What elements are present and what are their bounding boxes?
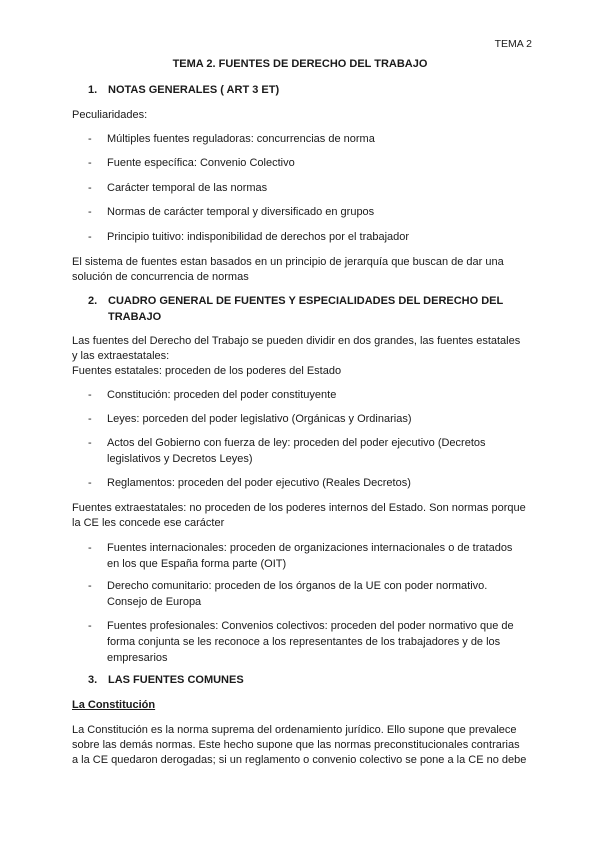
- bullet-dash: -: [88, 477, 92, 489]
- bullet-dash: -: [88, 133, 92, 145]
- bullet-dash: -: [88, 580, 92, 592]
- section-number: 3.: [88, 674, 98, 686]
- paragraph-line: a la CE quedaron derogadas; si un reglamento o convenio colectivo se pone a la CE no debe: [72, 754, 527, 766]
- paragraph-line: y las extraestatales:: [72, 350, 170, 362]
- paragraph-line: La Constitución es la norma suprema del ordenamiento jurídico. Ello supone que prevalece: [72, 724, 517, 736]
- section-number: 1.: [88, 84, 98, 96]
- bullet-dash: -: [88, 231, 92, 243]
- header-tag: TEMA 2: [494, 38, 532, 50]
- paragraph-line: la CE les concede ese carácter: [72, 517, 225, 529]
- bullet-dash: -: [88, 206, 92, 218]
- paragraph-line: Fuentes extraestatales: no proceden de los poderes internos del Estado. Son normas porque: [72, 502, 526, 514]
- bullet-dash: -: [88, 437, 92, 449]
- section-2-heading: [88, 293, 528, 325]
- bullet-dash: -: [88, 389, 92, 401]
- bullet-dash: -: [88, 542, 92, 554]
- bullet-dash: -: [88, 157, 92, 169]
- subsection-heading: La Constitución: [72, 699, 156, 711]
- section-title-line: CUADRO GENERAL DE FUENTES Y ESPECIALIDADES DEL DERECHO DEL: [108, 295, 504, 307]
- bullet-dash: -: [88, 620, 92, 632]
- paragraph-line: solución de concurrencia de normas: [72, 271, 249, 283]
- peculiaridades-label: Peculiaridades:: [72, 109, 148, 121]
- section-title-line: TRABAJO: [108, 311, 162, 323]
- section-title: NOTAS GENERALES ( ART 3 ET): [108, 84, 280, 96]
- section-title: LAS FUENTES COMUNES: [108, 674, 244, 686]
- document-page: TEMA 2 TEMA 2. FUENTES DE DERECHO DEL TRABAJO 1. NOTAS GENERALES ( ART 3 ET) Peculiaridades: - Múltiples fuentes reguladoras: concurrencias de norma - Fuente específica: Convenio Colectivo - Carácter temporal de las normas - Normas de carácter temporal y diversificado en grupos - Principio tuitivo: indisponibilidad de derechos por el trabajador El sistema de fuentes estan basados en un principio de jerarquía que buscan de dar una solución de concurrencia de normas 2. CUADRO GENERAL DE FUENTES Y ESPECIALIDADES DEL DERECHO DEL TRABAJO Las fuentes del Derecho del Trabajo se pueden dividir en dos grandes, las fuentes estatales y las extraestatales: Fuentes estatales: proceden de los poderes del Estado - Constitución: proceden del poder constituyente - Leyes: porceden del poder legislativo (Orgánicas y Ordinarias) - Actos del Gobierno con fuerza de ley: proceden del poder ejecutivo (Decretos legislativos y Decretos Leyes) - Reglamentos: proceden del poder ejecutivo (Reales Decretos) Fuentes extraestatales: no proceden de los poderes internos del Estado. Son normas porque la CE les concede ese carácter - Fuentes internacionales: proceden de organizaciones internacionales o de tratados en los que España forma parte (OIT) - Derecho comunitario: proceden de los órganos de la UE con poder normativo. Consejo de Europa - Fuentes profesionales: Convenios colectivos: proceden del poder normativo que de forma conjunta se les reconoce a los representantes de los trabajadores y de los empresarios 3. LAS FUENTES COMUNES La Constitución La Constitución es la norma suprema del ordenamiento jurídico. Ello supone que prevalece sobre las demás normas. Este hecho supone que las normas preconstitucionales contrarias a la CE quedaron derogadas; si un reglamento o convenio colectivo se pone a la CE no debe: [0, 0, 600, 848]
- section-number: 2.: [88, 295, 98, 307]
- fuentes-estatales-label: Fuentes estatales: proceden de los poderes del Estado: [72, 365, 342, 377]
- paragraph-line: El sistema de fuentes estan basados en un principio de jerarquía que buscan de dar una: [72, 256, 504, 268]
- paragraph-line: Las fuentes del Derecho del Trabajo se pueden dividir en dos grandes, las fuentes estatales: [72, 335, 521, 347]
- bullet-dash: -: [88, 413, 92, 425]
- document-title: TEMA 2. FUENTES DE DERECHO DEL TRABAJO: [172, 58, 428, 70]
- paragraph-line: sobre las demás normas. Este hecho supone que las normas preconstitucionales contrarias: [72, 739, 520, 751]
- bullet-dash: -: [88, 182, 92, 194]
